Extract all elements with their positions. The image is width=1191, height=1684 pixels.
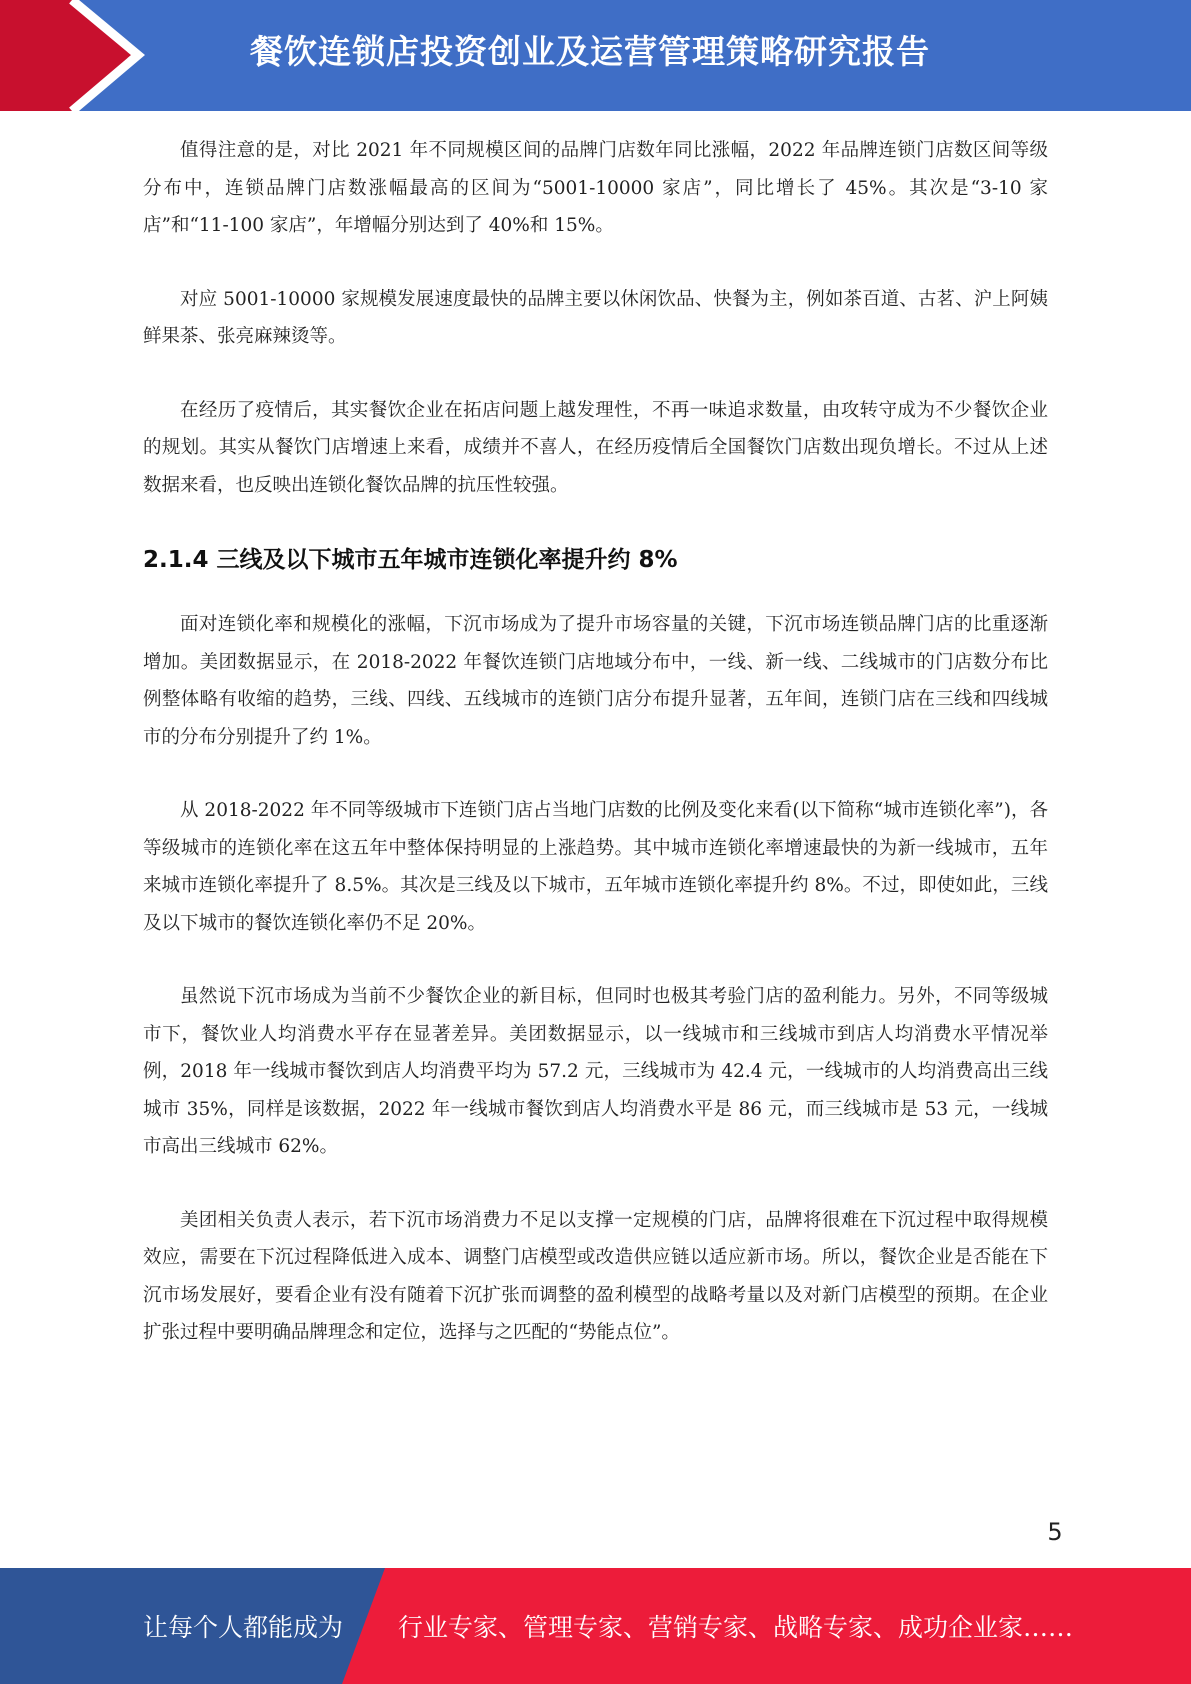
page-number: 5 [1047,1518,1063,1546]
header-chevron-accent [0,0,160,111]
paragraph: 美团相关负责人表示，若下沉市场消费力不足以支撑一定规模的门店，品牌将很难在下沉过程中取得规模效应，需要在下沉过程降低进入成本、调整门店模型或改造供应链以适应新市场。所以，餐饮企业是否能在下沉市场发展好，要看企业有没有随着下沉扩张而调整的盈利模型的战略考量以及对新门店模型的预期。在企业扩张过程中要明确品牌理念和定位，选择与之匹配的“势能点位”。 [143,1209,1048,1343]
footer-slogan-right: 行业专家、管理专家、营销专家、战略专家、成功企业家…… [398,1613,1074,1642]
paragraph: 值得注意的是，对比 2021 年不同规模区间的品牌门店数年同比涨幅，2022 年品牌连锁门店数区间等级分布中，连锁品牌门店数涨幅最高的区间为“5001-10000 家店”，同比增长了 45%。其次是“3-10 家店”和“11-100 家店”，年增幅分别达到了 40%和 15%。 [143,140,1048,236]
section-heading: 2.1.4 三线及以下城市五年城市连锁化率提升约 8% [143,547,678,573]
paragraph: 面对连锁化率和规模化的涨幅，下沉市场成为了提升市场容量的关键，下沉市场连锁品牌门店的比重逐渐增加。美团数据显示，在 2018-2022 年餐饮连锁门店地域分布中，一线、新一线、二线城市的门店数分布比例整体略有收缩的趋势，三线、四线、五线城市的连锁门店分布提升显著，五年间，连锁门店在三线和四线城市的分布分别提升了约 1%。 [143,614,1048,748]
page-header [0,0,1191,111]
paragraph: 在经历了疫情后，其实餐饮企业在拓店问题上越发理性，不再一味追求数量，由攻转守成为不少餐饮企业的规划。其实从餐饮门店增速上来看，成绩并不喜人，在经历疫情后全国餐饮门店数出现负增长。不过从上述数据来看，也反映出连锁化餐饮品牌的抗压性较强。 [143,399,1048,496]
document-body [143,132,1048,1388]
report-title: 餐饮连锁店投资创业及运营管理策略研究报告 [250,32,930,71]
footer-slogan-left: 让每个人都能成为 [143,1613,344,1642]
paragraph: 从 2018-2022 年不同等级城市下连锁门店占当地门店数的比例及变化来看(以下简称“城市连锁化率”)，各等级城市的连锁化率在这五年中整体保持明显的上涨趋势。其中城市连锁化率增速最快的为新一线城市，五年来城市连锁化率提升了 8.5%。其次是三线及以下城市，五年城市连锁化率提升约 8%。不过，即使如此，三线及以下城市的餐饮连锁化率仍不足 20%。 [143,800,1048,934]
paragraph: 虽然说下沉市场成为当前不少餐饮企业的新目标，但同时也极其考验门店的盈利能力。另外，不同等级城市下，餐饮业人均消费水平存在显著差异。美团数据显示，以一线城市和三线城市到店人均消费水平情况举例，2018 年一线城市餐饮到店人均消费平均为 57.2 元，三线城市为 42.4 元，一线城市的人均消费高出三线城市 35%，同样是该数据，2022 年一线城市餐饮到店人均消费水平是 86 元，而三线城市是 53 元，一线城市高出三线城市 62%。 [143,986,1048,1157]
paragraph: 对应 5001-10000 家规模发展速度最快的品牌主要以休闲饮品、快餐为主，例如茶百道、古茗、沪上阿姨鲜果茶、张亮麻辣烫等。 [143,288,1048,347]
page-footer [0,1568,1191,1684]
